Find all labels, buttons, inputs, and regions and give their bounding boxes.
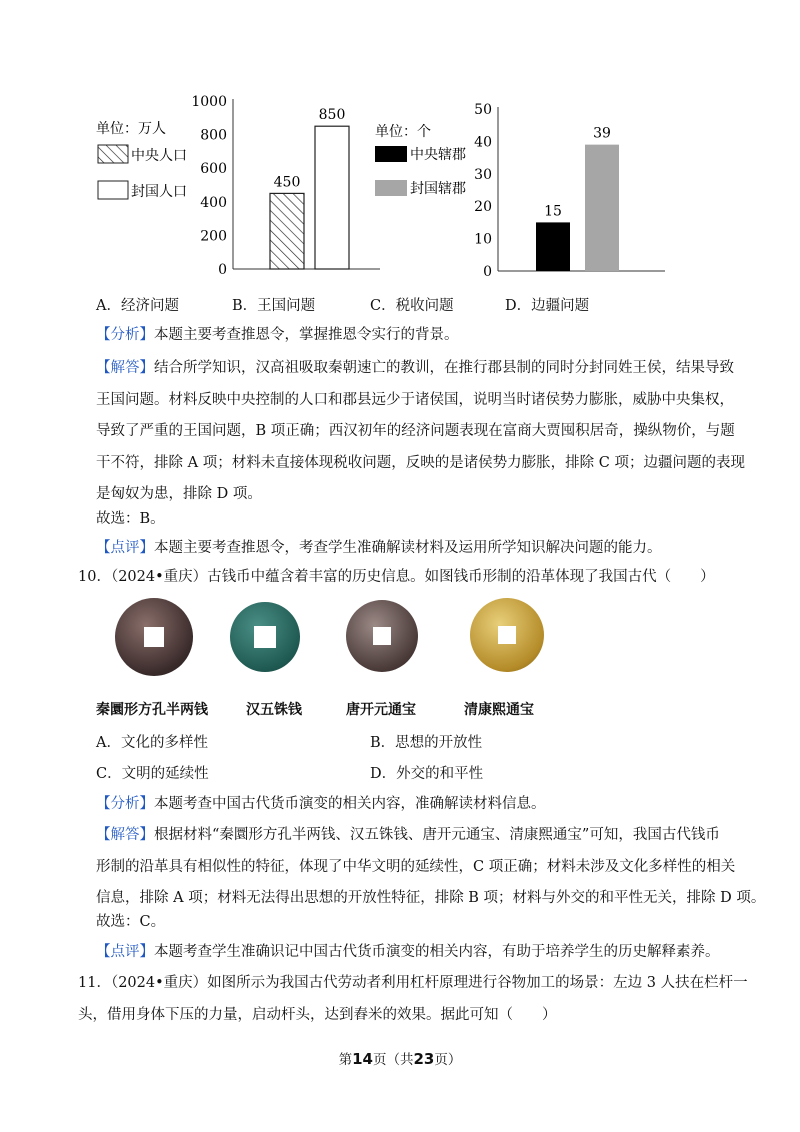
bar-data-label: 15	[544, 203, 562, 220]
answer-tag: 【解答】	[96, 360, 154, 376]
y-tick-label: 800	[200, 127, 227, 144]
legend-label-fief-commanderies: 封国辖郡	[410, 181, 466, 197]
q9-analysis	[96, 321, 459, 349]
y-tick-label: 400	[200, 194, 227, 211]
y-tick-label: 0	[483, 264, 492, 280]
qin-banliang-coin-image	[115, 598, 193, 676]
y-tick-label: 600	[200, 161, 227, 178]
answer-line: 王国问题。材料反映中央控制的人口和郡县远少于诸侯国，说明当时诸侯势力膨胀，威胁中央集权，	[96, 391, 734, 408]
q10-option-b: B．思想的开放性	[370, 735, 483, 751]
y-tick-label: 50	[474, 102, 492, 118]
q10-option-a: A．文化的多样性	[96, 735, 208, 751]
answer-line: 干不符，排除 A 项；材料未直接体现税收问题，反映的是诸侯势力膨胀，排除 C 项；边疆问题的表现	[96, 454, 745, 471]
y-tick-label: 40	[474, 134, 492, 151]
bar	[270, 193, 304, 269]
page-total: 23	[413, 1050, 435, 1068]
coin-label: 秦圜形方孔半两钱	[96, 702, 208, 718]
q11-stem-line: 11．（2024•重庆）如图所示为我国古代劳动者利用杠杆原理进行谷物加工的场景：左边 3 人扶在栏杆一	[78, 975, 748, 991]
y-tick-label: 10	[474, 231, 492, 248]
qing-kangxi-coin-image	[470, 598, 544, 672]
q10-choice: 故选：C。	[96, 914, 166, 930]
q9-option-c: C．税收问题	[370, 298, 454, 314]
q9-comment	[96, 534, 662, 562]
q9-option-d: D．边疆问题	[505, 298, 590, 314]
answer-line: 根据材料“秦圜形方孔半两钱、汉五铢钱、唐开元通宝、清康熙通宝”可知，我国古代钱币	[154, 827, 720, 843]
q11-stem	[78, 968, 748, 1031]
comment-tag: 【点评】	[96, 540, 154, 556]
y-tick-label: 0	[218, 262, 227, 278]
commandery-chart	[370, 95, 680, 285]
answer-line: 结合所学知识，汉高祖吸取秦朝速亡的教训，在推行郡县制的同时分封同姓王侯，结果导致	[154, 360, 734, 376]
bar-data-label: 450	[273, 174, 301, 191]
q9-answer	[96, 353, 745, 511]
q10-option-c: C．文明的延续性	[96, 766, 209, 782]
bar	[585, 145, 619, 271]
answer-line: 形制的沿革具有相似性的特征，体现了中华文明的延续性，C 项正确；材料未涉及文化多样性的相关	[96, 858, 736, 875]
comment-text: 本题考查学生准确识记中国古代货币演变的相关内容，有助于培养学生的历史解释素养。	[154, 944, 720, 960]
page-number: 14	[352, 1050, 373, 1068]
bar	[315, 126, 349, 269]
comment-tag: 【点评】	[96, 944, 154, 960]
bar	[536, 222, 570, 271]
legend-swatch-central-commanderies	[375, 146, 407, 162]
coin-label: 唐开元通宝	[346, 702, 416, 718]
legend-label-central-population: 中央人口	[131, 148, 187, 164]
q9-option-a: A．经济问题	[96, 298, 179, 314]
legend-swatch-fief-commanderies	[375, 180, 407, 196]
bar-data-label: 850	[318, 107, 346, 124]
q10-answer	[96, 820, 765, 915]
comment-text: 本题主要考查推恩令，考查学生准确解读材料及运用所学知识解决问题的能力。	[154, 540, 662, 556]
q10-option-d: D．外交的和平性	[370, 766, 484, 782]
coin-label: 汉五铢钱	[246, 702, 302, 718]
answer-line: 导致了严重的王国问题，B 项正确；西汉初年的经济问题表现在富商大贾囤积居奇，操纵物价，与题	[96, 423, 735, 439]
legend-label-fief-population: 封国人口	[131, 184, 187, 200]
legend-label-central-commanderies: 中央辖郡	[410, 147, 466, 163]
coin-label: 清康熙通宝	[464, 702, 534, 718]
q10-analysis	[96, 790, 546, 818]
tang-kaiyuan-coin-image	[346, 600, 418, 672]
bar-data-label: 39	[593, 125, 611, 142]
y-tick-label: 20	[474, 199, 492, 216]
legend-swatch-central-population	[98, 145, 128, 163]
legend-swatch-fief-population	[98, 181, 128, 199]
page-footer: 第14页（共23页）	[338, 1050, 462, 1068]
analysis-tag: 【分析】	[96, 796, 154, 812]
q9-choice: 故选：B。	[96, 511, 165, 527]
chart2-unit-label: 单位：个	[375, 124, 431, 140]
analysis-text: 本题考查中国古代货币演变的相关内容，准确解读材料信息。	[154, 796, 546, 812]
analysis-text: 本题主要考查推恩令，掌握推恩令实行的背景。	[154, 327, 459, 343]
q9-option-b: B．王国问题	[232, 298, 316, 314]
chart1-unit-label: 单位：万人	[96, 121, 166, 137]
q10-stem: 10．（2024•重庆）古钱币中蕴含着丰富的历史信息。如图钱币形制的沿革体现了我国古代（ ）	[78, 569, 715, 585]
y-tick-label: 200	[200, 228, 227, 245]
q11-stem-line: 头，借用身体下压的力量，启动杆头，达到舂米的效果。据此可知（ ）	[78, 1006, 557, 1023]
y-tick-label: 1000	[191, 94, 227, 110]
q10-comment	[96, 938, 720, 966]
answer-line: 信息，排除 A 项；材料无法得出思想的开放性特征，排除 B 项；材料与外交的和平性无关，排除 D 项。	[96, 890, 766, 906]
y-tick-label: 30	[474, 166, 492, 183]
analysis-tag: 【分析】	[96, 327, 154, 343]
answer-line: 是匈奴为患，排除 D 项。	[96, 486, 262, 502]
answer-tag: 【解答】	[96, 827, 154, 843]
han-wuzhu-coin-image	[230, 602, 300, 672]
population-chart	[88, 88, 388, 288]
